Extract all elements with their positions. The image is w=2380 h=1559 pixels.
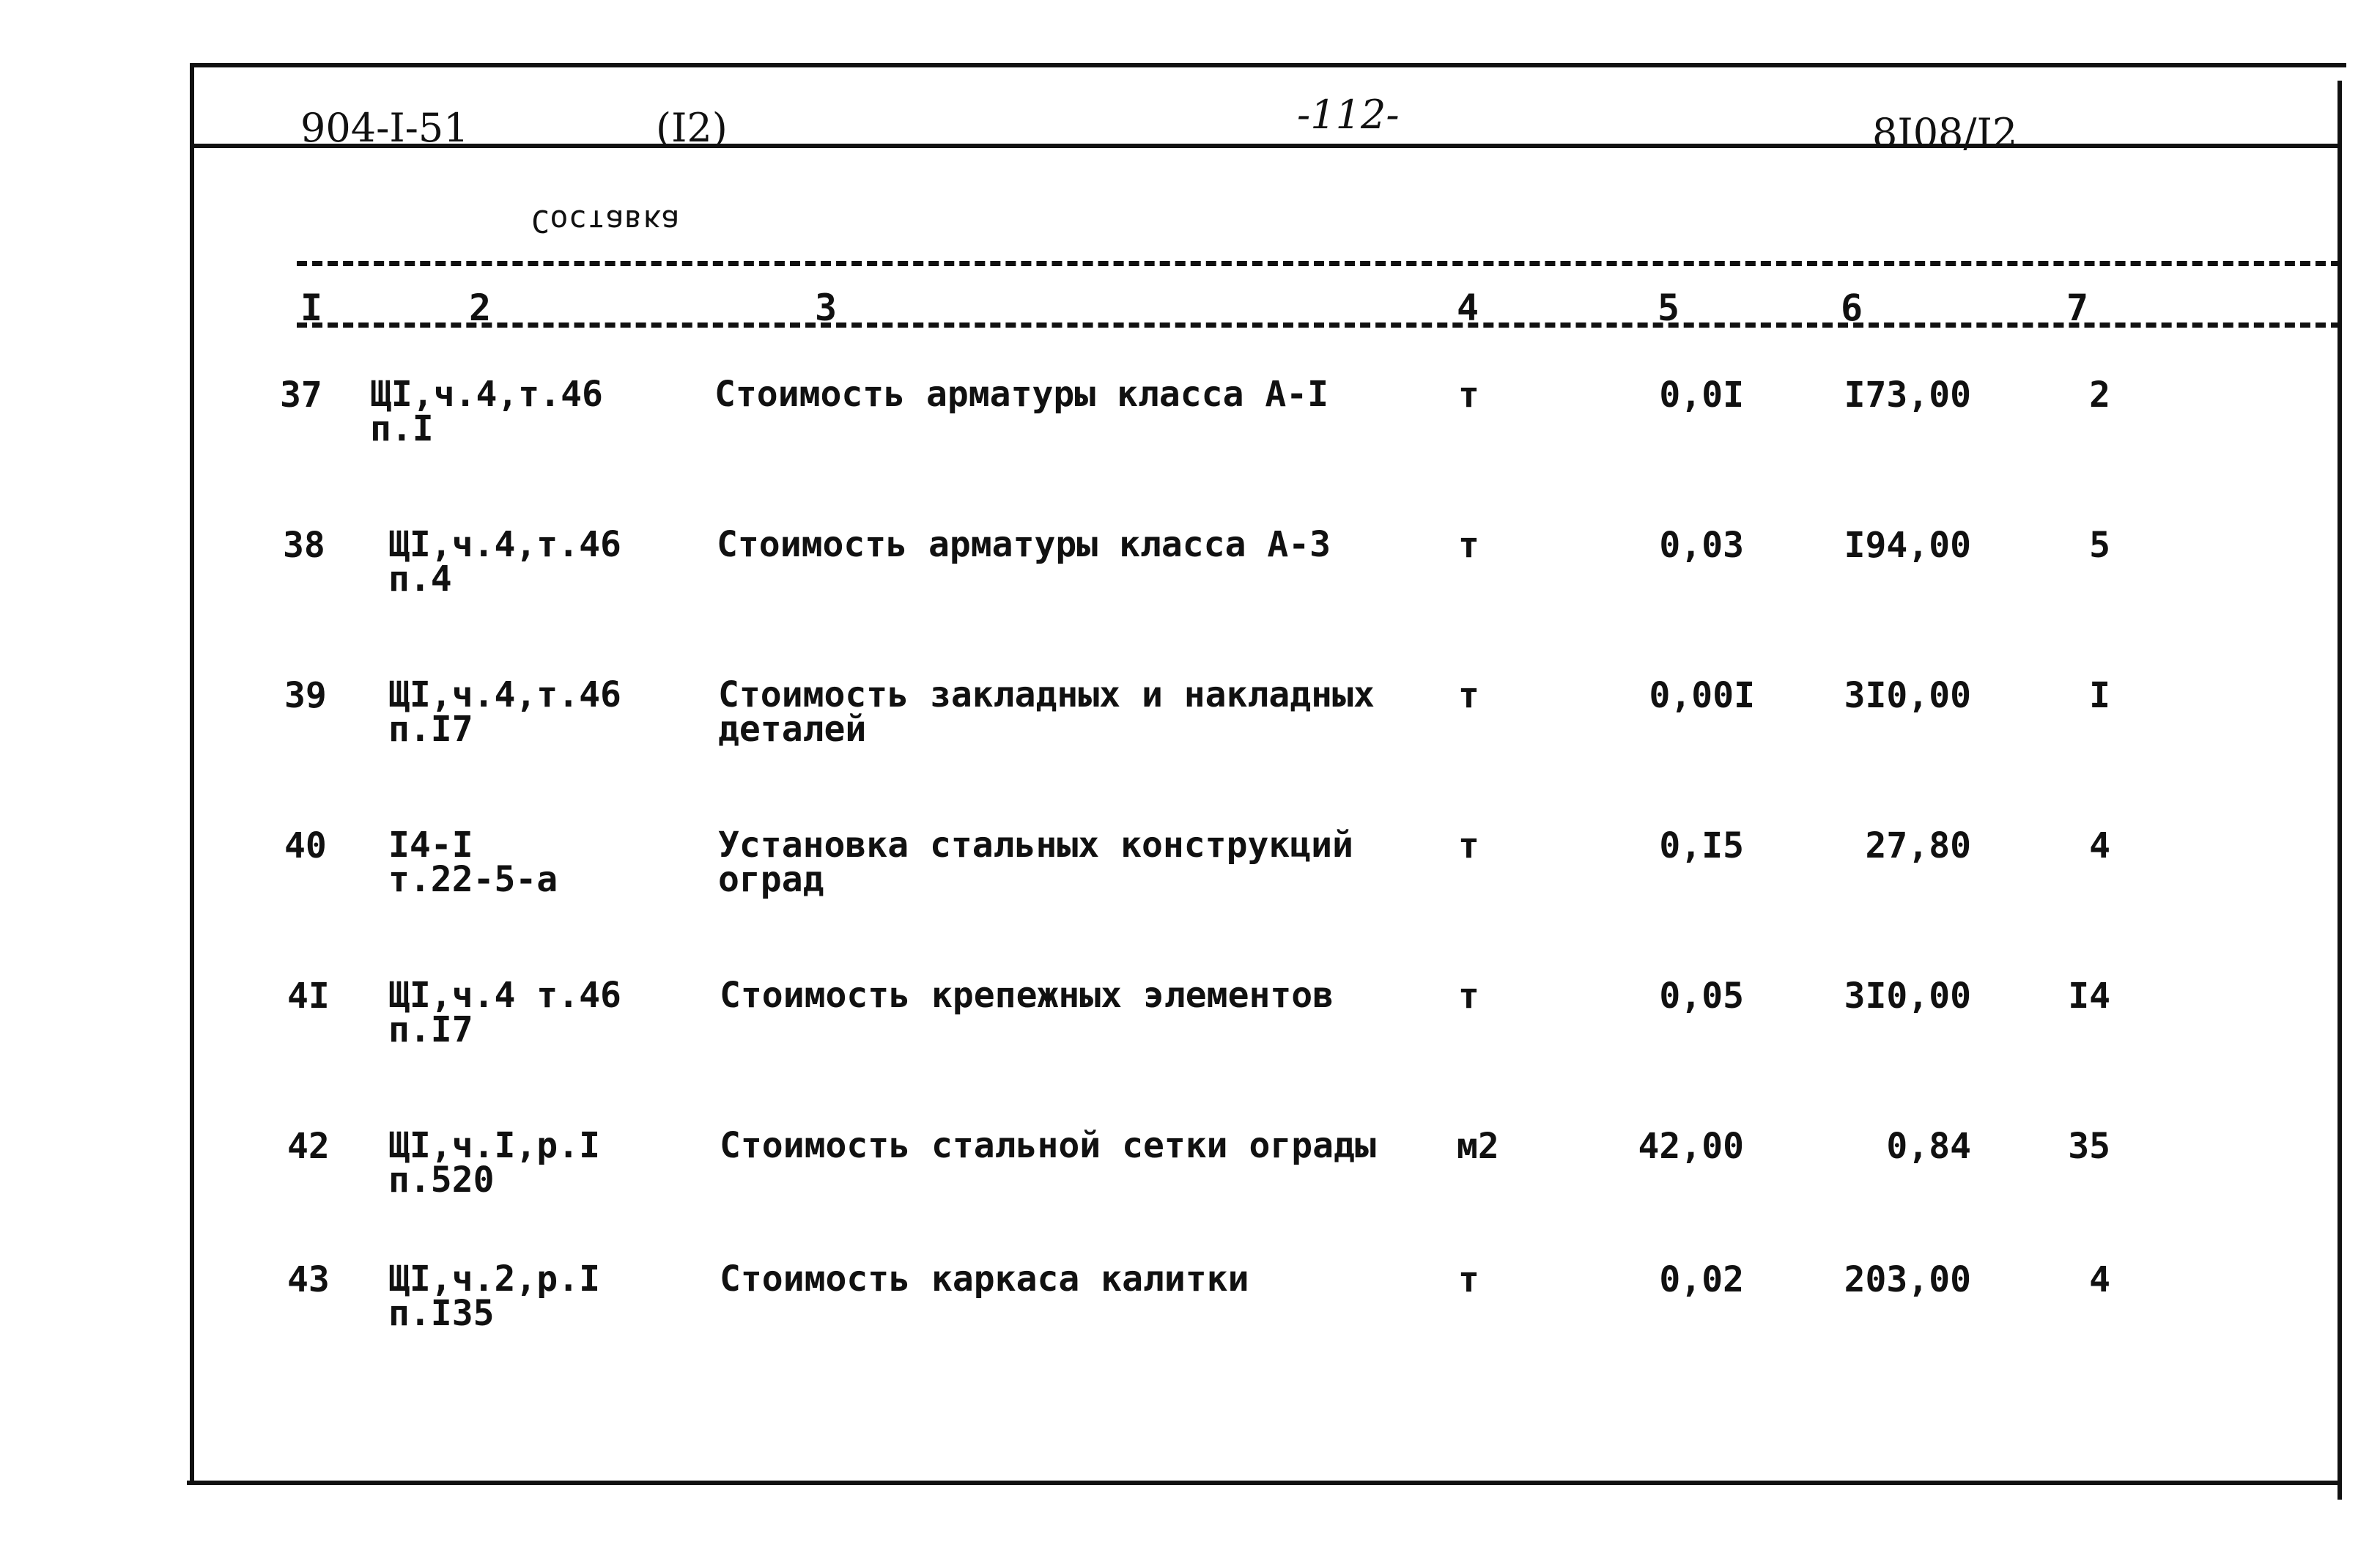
part-number: (I2)	[656, 105, 728, 151]
row-unit: т	[1458, 375, 1479, 416]
column-number: I	[300, 287, 323, 329]
row-total: 4	[2089, 1259, 2110, 1300]
doc-code: 8I08/I2	[1872, 110, 2018, 156]
column-number: 3	[815, 287, 838, 329]
row-quantity: 0,0I	[1659, 375, 1744, 416]
row-reference: ЩI,ч.4,т.46 п.I	[370, 374, 603, 450]
row-number: 37	[280, 375, 322, 416]
row-unit: т	[1458, 976, 1479, 1017]
row-description: Стоимость стальной сетки ограды	[720, 1125, 1376, 1166]
header-divider	[192, 144, 2342, 148]
row-quantity: 0,03	[1659, 525, 1744, 566]
row-quantity: 0,00I	[1649, 675, 1755, 716]
row-total: I	[2089, 675, 2110, 716]
row-description: Установка стальных конструкций оград	[718, 825, 1353, 901]
row-unit-price: I73,00	[1844, 375, 1971, 416]
row-unit-price: 0,84	[1886, 1126, 1971, 1167]
row-quantity: 42,00	[1638, 1126, 1744, 1167]
row-total: 2	[2089, 375, 2110, 416]
row-total: I4	[2068, 976, 2110, 1017]
row-unit: т	[1458, 825, 1479, 866]
row-quantity: 0,02	[1659, 1259, 1744, 1300]
row-number: 42	[287, 1126, 330, 1167]
row-total: 5	[2089, 525, 2110, 566]
frame-bottom-line	[187, 1481, 2341, 1485]
row-description: Стоимость крепежных элементов	[720, 975, 1334, 1016]
row-reference: ЩI,ч.4 т.46 п.I7	[388, 975, 621, 1051]
row-quantity: 0,05	[1659, 976, 1744, 1017]
row-reference: ЩI,ч.2,р.I п.I35	[388, 1258, 600, 1335]
row-quantity: 0,I5	[1659, 825, 1744, 866]
row-description: Стоимость арматуры класса А-3	[717, 524, 1331, 565]
row-unit-price: 3I0,00	[1844, 976, 1971, 1017]
row-unit: м2	[1457, 1126, 1499, 1167]
row-unit: т	[1458, 1259, 1479, 1300]
column-number: 6	[1841, 287, 1863, 329]
frame-top-line	[192, 63, 2346, 67]
row-number: 39	[284, 675, 327, 716]
row-description: Стоимость арматуры класса А-I	[714, 374, 1329, 415]
frame-left-line	[190, 63, 194, 1485]
row-number: 43	[287, 1259, 330, 1300]
row-total: 35	[2068, 1126, 2110, 1167]
row-reference: I4-I т.22-5-а	[388, 825, 558, 901]
doc-number: 904-I-51	[300, 105, 469, 151]
column-number: 5	[1658, 287, 1680, 329]
row-unit-price: 3I0,00	[1844, 675, 1971, 716]
column-number: 4	[1457, 287, 1479, 329]
row-number: 40	[284, 825, 327, 866]
frame-right-line	[2338, 81, 2342, 1500]
row-number: 4I	[287, 976, 330, 1017]
row-reference: ЩI,ч.4,т.46 п.I7	[388, 674, 621, 751]
row-description: Стоимость закладных и накладных деталей	[718, 674, 1375, 751]
row-number: 38	[283, 525, 325, 566]
section-title-text: Составка	[531, 203, 680, 239]
column-number: 2	[469, 287, 492, 329]
row-unit-price: 27,80	[1865, 825, 1971, 866]
header-rule-bottom	[297, 323, 2341, 328]
row-reference: ЩI,ч.I,р.I п.520	[388, 1125, 600, 1201]
row-reference: ЩI,ч.4,т.46 п.4	[388, 524, 621, 600]
section-title	[531, 203, 680, 239]
header-rule-top	[297, 261, 2341, 266]
page-number: -112-	[1297, 92, 1400, 138]
row-unit: т	[1458, 525, 1479, 566]
row-unit-price: 203,00	[1844, 1259, 1971, 1300]
row-unit-price: I94,00	[1844, 525, 1971, 566]
row-unit: т	[1458, 675, 1479, 716]
column-number: 7	[2066, 287, 2089, 329]
row-description: Стоимость каркаса калитки	[720, 1258, 1249, 1300]
row-total: 4	[2089, 825, 2110, 866]
